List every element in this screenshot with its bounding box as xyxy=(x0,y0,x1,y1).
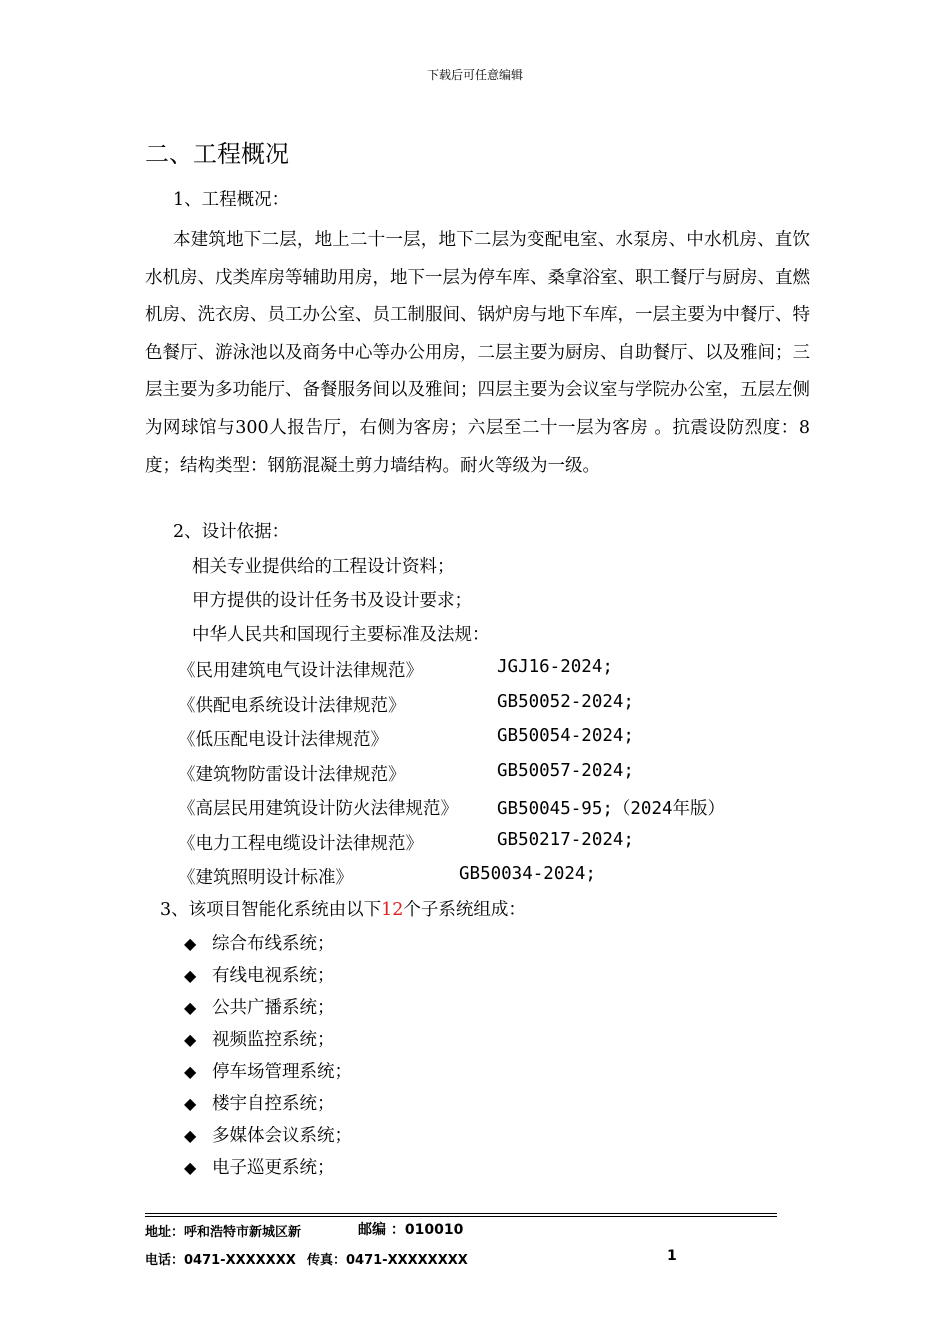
section-2-heading: 2、设计依据： xyxy=(173,522,290,542)
design-basis-item: 相关专业提供给的工程设计资料； xyxy=(192,557,455,577)
section-3-heading-prefix: 3、该项目智能化系统由以下 xyxy=(160,900,382,920)
standard-code: GB50052-2024; xyxy=(497,692,634,712)
standard-code: GB50034-2024; xyxy=(459,864,596,884)
standard-code: GB50057-2024; xyxy=(497,761,634,781)
footer-address: 地址：呼和浩特市新城区新 xyxy=(145,1225,302,1240)
list-item-label: 公共广播系统； xyxy=(212,998,335,1018)
list-item xyxy=(184,930,335,955)
list-item xyxy=(184,1154,335,1179)
standard-code: GB50045-95;（2024年版） xyxy=(497,799,726,819)
diamond-bullet-icon: ◆ xyxy=(184,998,197,1017)
section-3-heading xyxy=(160,898,526,922)
section-1-heading: 1、工程概况： xyxy=(173,190,290,210)
standard-name: 《建筑物防雷设计法律规范》 xyxy=(178,765,406,785)
standard-name: 《高层民用建筑设计防火法律规范》 xyxy=(178,799,458,819)
footer-postcode: 邮编 ：010010 xyxy=(358,1222,464,1238)
list-item-label: 楼宇自控系统； xyxy=(212,1094,335,1114)
list-item xyxy=(184,994,335,1019)
standard-code: GB50054-2024; xyxy=(497,726,634,746)
subsystem-count: 12 xyxy=(381,900,404,920)
list-item-label: 综合布线系统； xyxy=(212,934,335,954)
list-item-label: 多媒体会议系统； xyxy=(212,1126,352,1146)
standard-code: JGJ16-2024; xyxy=(497,657,613,677)
standard-name: 《建筑照明设计标准》 xyxy=(178,868,353,888)
page-title: 二、工程概况 xyxy=(145,140,289,168)
list-item xyxy=(184,962,335,987)
diamond-bullet-icon: ◆ xyxy=(184,1094,197,1113)
standard-name: 《电力工程电缆设计法律规范》 xyxy=(178,834,423,854)
standard-name: 《低压配电设计法律规范》 xyxy=(178,730,388,750)
design-basis-item: 中华人民共和国现行主要标准及法规： xyxy=(192,625,490,645)
footer-phone: 电话：0471-XXXXXXX xyxy=(145,1253,296,1268)
list-item-label: 视频监控系统； xyxy=(212,1030,335,1050)
standard-code: GB50217-2024; xyxy=(497,830,634,850)
design-basis-item: 甲方提供的设计任务书及设计要求； xyxy=(192,591,472,611)
list-item-label: 有线电视系统； xyxy=(212,966,335,986)
list-item-label: 停车场管理系统； xyxy=(212,1062,352,1082)
standard-name: 《民用建筑电气设计法律规范》 xyxy=(178,661,423,681)
diamond-bullet-icon: ◆ xyxy=(184,1158,197,1177)
list-item xyxy=(184,1090,335,1115)
footer-divider xyxy=(145,1216,777,1217)
list-item xyxy=(184,1122,352,1147)
page-number: 1 xyxy=(667,1248,677,1264)
diamond-bullet-icon: ◆ xyxy=(184,966,197,985)
section-3-heading-suffix: 个子系统组成： xyxy=(403,900,526,920)
diamond-bullet-icon: ◆ xyxy=(184,1030,197,1049)
standard-name: 《供配电系统设计法律规范》 xyxy=(178,696,406,716)
footer-divider xyxy=(145,1213,777,1214)
list-item xyxy=(184,1026,335,1051)
list-item xyxy=(184,1058,352,1083)
diamond-bullet-icon: ◆ xyxy=(184,1126,197,1145)
diamond-bullet-icon: ◆ xyxy=(184,1062,197,1081)
list-item-label: 电子巡更系统； xyxy=(212,1158,335,1178)
section-1-paragraph: 本建筑地下二层，地上二十一层，地下二层为变配电室、水泵房、中水机房、直饮水机房、戊类库房等辅助用房，地下一层为停车库、桑拿浴室、职工餐厅与厨房、直燃机房、洗衣房、员工办公室、员工制服间、锅炉房与地下车库，一层主要为中餐厅、特色餐厅、游泳池以及商务中心等办公用房，二层主要为厨房、自助餐厅、以及雅间；三层主要为多功能厅、备餐服务间以及雅间；四层主要为会议室与学院办公室，五层左侧为网球馆与300人报告厅，右侧为客房；六层至二十一层为客房 。抗震设防烈度：8度；结构类型：钢筋混凝土剪力墙结构。耐火等级为一级。 xyxy=(145,230,810,476)
diamond-bullet-icon: ◆ xyxy=(184,934,197,953)
page-header: 下载后可任意编辑 xyxy=(426,68,523,82)
footer-fax: 传真：0471-XXXXXXXX xyxy=(307,1253,468,1268)
